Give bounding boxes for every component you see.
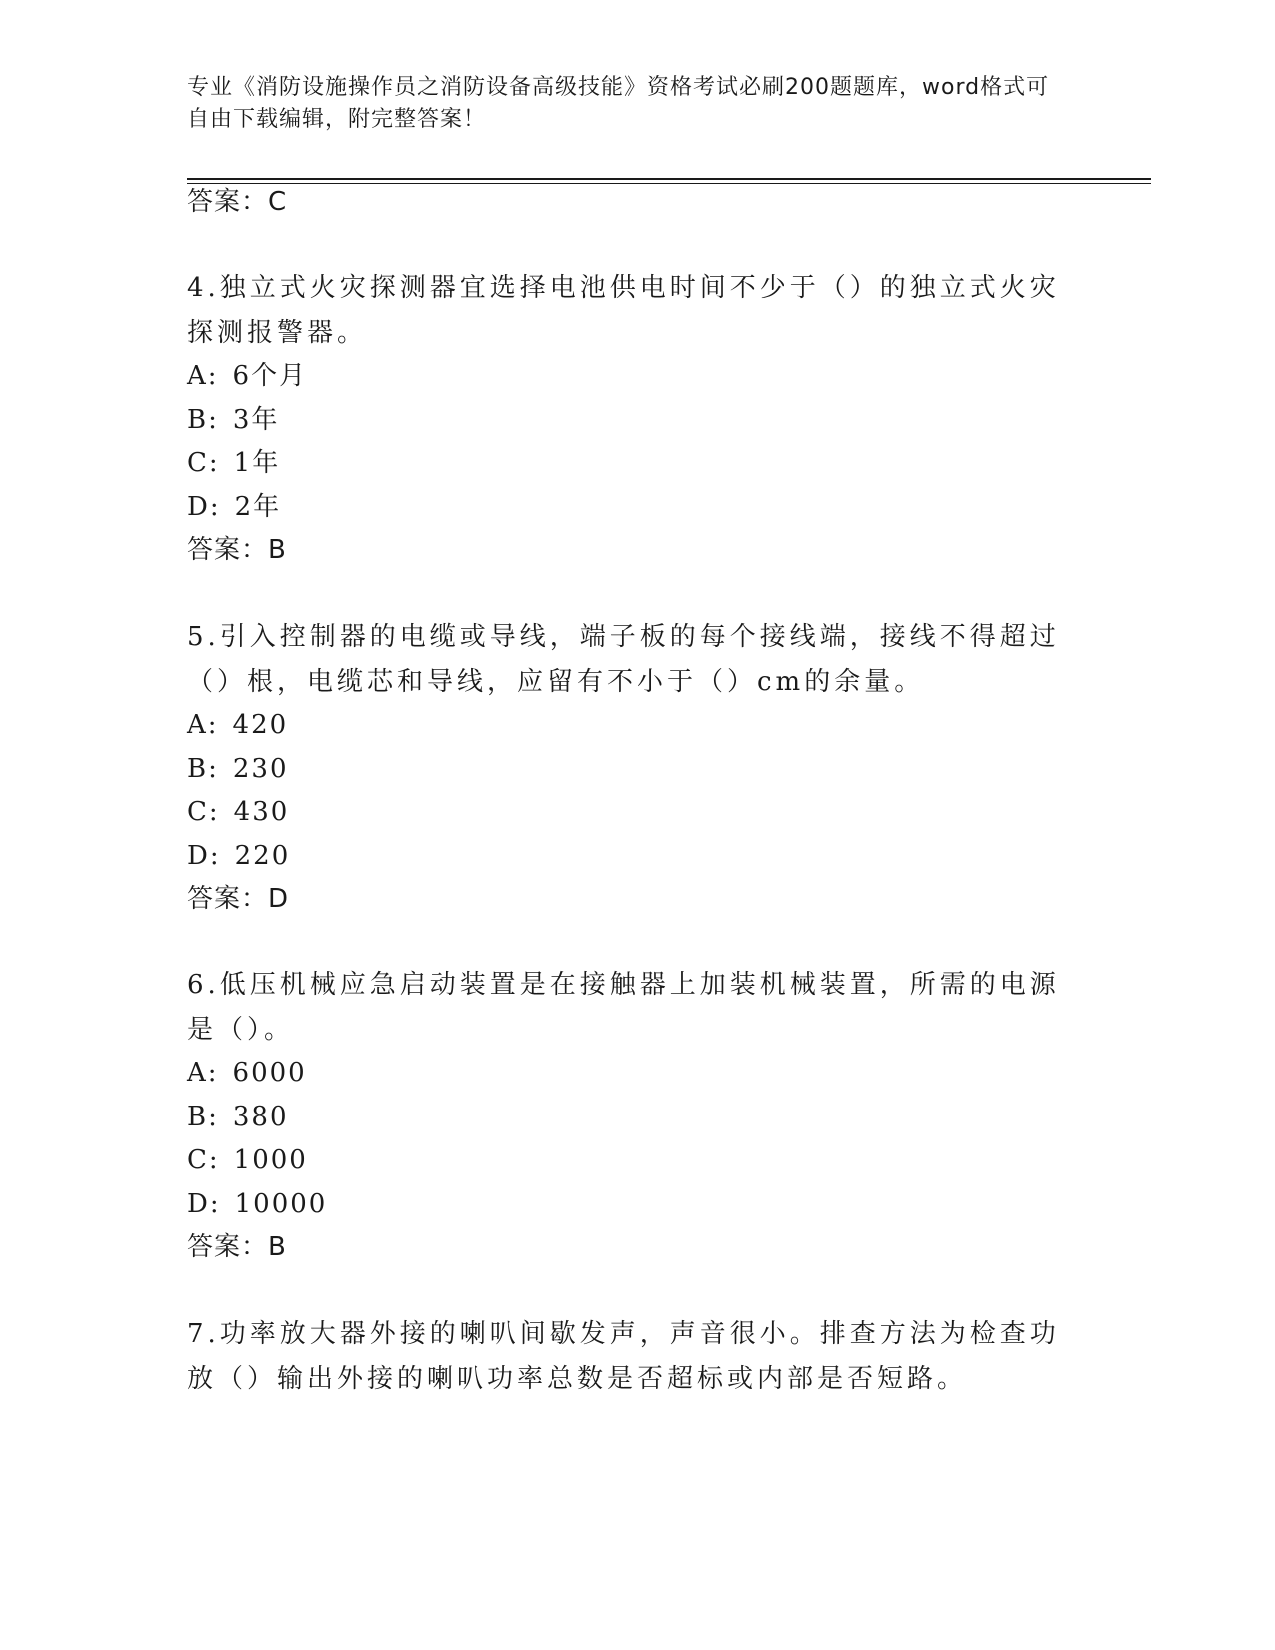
option-key: B: [187, 405, 219, 435]
option-a [187, 708, 288, 742]
question-stem: 6.低压机械应急启动装置是在接触器上加装机械装置，所需的电源是（）。 [187, 970, 1060, 1045]
option-key: B: [187, 754, 219, 784]
option-a [187, 359, 307, 393]
option-key: D: [187, 492, 221, 522]
option-c [187, 1143, 308, 1177]
option-text: 2年 [234, 492, 282, 522]
question-stem: 5.引入控制器的电缆或导线，端子板的每个接线端，接线不得超过（）根，电缆芯和导线，应留有不小于（）cm的余量。 [187, 622, 1060, 697]
option-key: A: [187, 361, 219, 391]
option-key: C: [187, 797, 220, 827]
answer-line: 答案：B [187, 535, 287, 565]
option-text: 1000 [233, 1145, 308, 1175]
option-c [187, 795, 289, 829]
option-text: 380 [232, 1102, 289, 1132]
header-divider [187, 178, 1151, 180]
question-stem: 7.功率放大器外接的喇叭间歇发声，声音很小。排查方法为检查功放（）输出外接的喇叭功率总数是否超标或内部是否短路。 [187, 1319, 1060, 1394]
option-b [187, 1100, 289, 1134]
answer-line: 答案：C [187, 187, 288, 217]
option-d [187, 1187, 327, 1221]
option-b [187, 752, 289, 786]
option-c [187, 446, 280, 480]
option-d [187, 490, 281, 524]
option-a [187, 1056, 307, 1090]
option-text: 6000 [232, 1058, 307, 1088]
option-text: 220 [234, 841, 291, 871]
option-key: D: [187, 841, 221, 871]
option-key: B: [187, 1102, 219, 1132]
option-d [187, 839, 290, 873]
header-divider-thin [187, 183, 1151, 184]
document-header: 专业《消防设施操作员之消防设备高级技能》资格考试必刷200题题库，word格式可自由下载编辑，附完整答案！ [187, 75, 1050, 132]
question-stem: 4.独立式火灾探测器宜选择电池供电时间不少于（）的独立式火灾探测报警器。 [187, 273, 1060, 348]
option-text: 430 [233, 797, 290, 827]
option-text: 3年 [232, 405, 280, 435]
option-text: 10000 [234, 1189, 328, 1219]
option-text: 6个月 [232, 361, 308, 391]
option-key: A: [187, 710, 219, 740]
option-text: 420 [232, 710, 289, 740]
option-text: 1年 [233, 448, 281, 478]
option-key: C: [187, 1145, 220, 1175]
option-key: D: [187, 1189, 221, 1219]
option-b [187, 403, 279, 437]
answer-line: 答案：B [187, 1232, 287, 1262]
option-text: 230 [232, 754, 289, 784]
option-key: A: [187, 1058, 219, 1088]
option-key: C: [187, 448, 220, 478]
answer-line: 答案：D [187, 884, 290, 914]
